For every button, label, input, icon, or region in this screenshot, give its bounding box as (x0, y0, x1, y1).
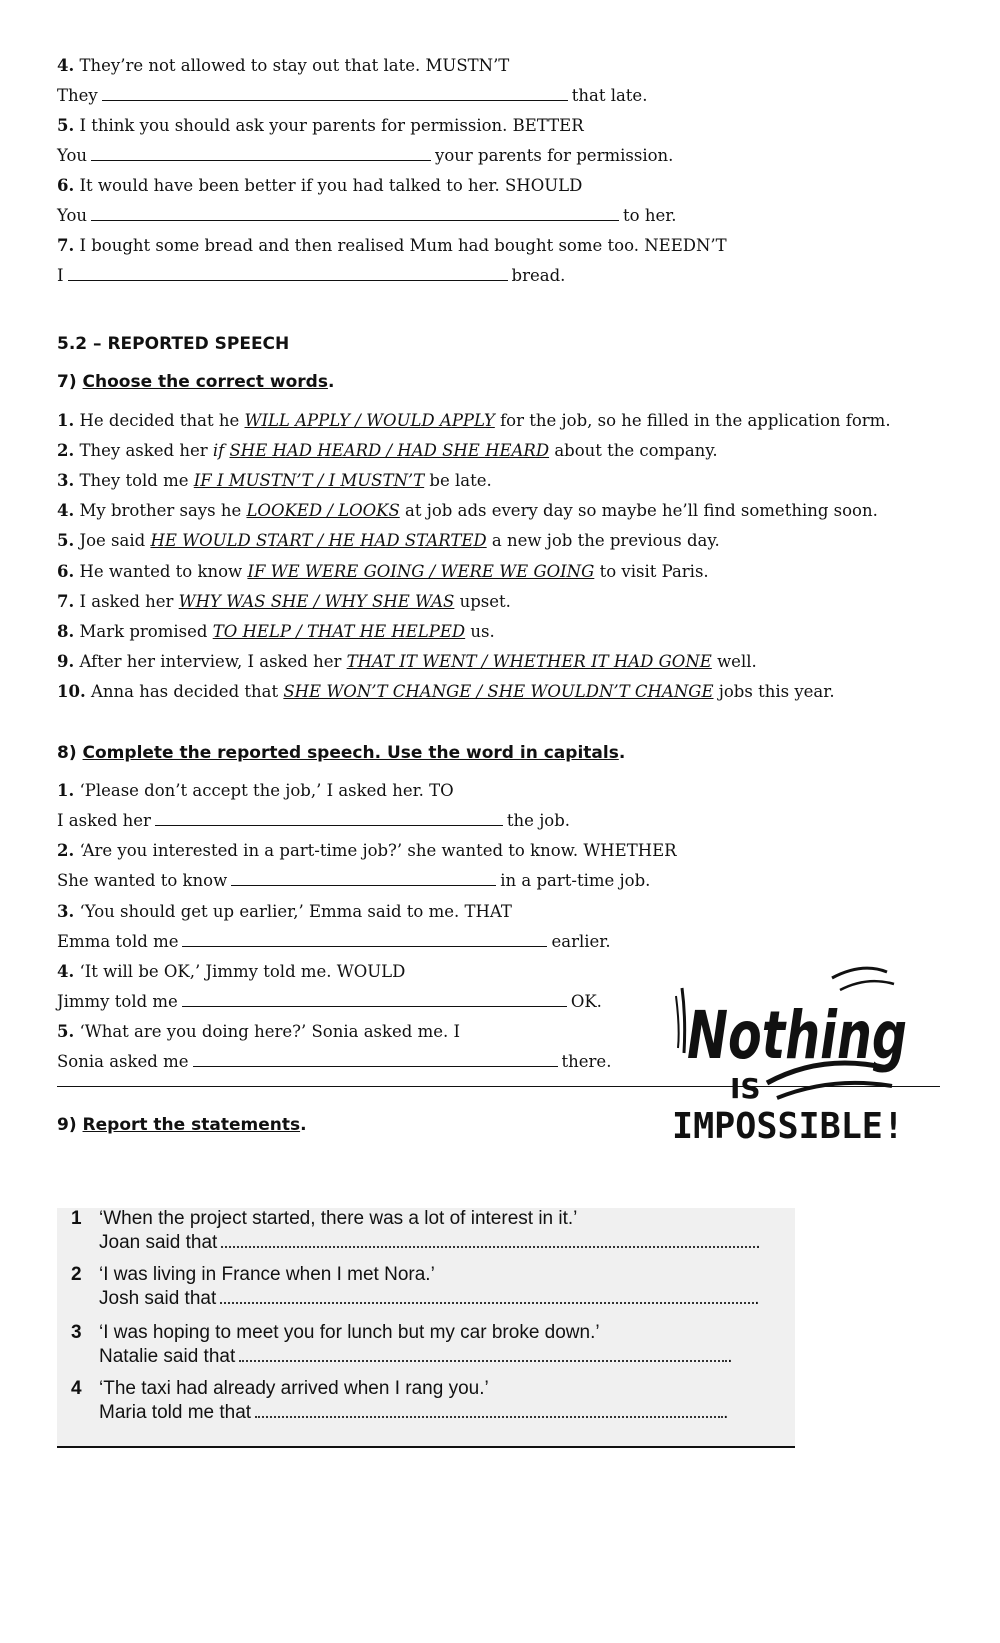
item-number: 3 (71, 1322, 82, 1343)
item-prompt: ‘Please don’t accept the job,’ I asked her. TO (79, 781, 454, 800)
item-post: at job ads every day so maybe he’ll find something soon. (405, 501, 878, 520)
answer-start: You (57, 206, 88, 225)
item-prompt: It would have been better if you had talked to her. SHOULD (79, 176, 583, 195)
ex7-item (57, 531, 720, 550)
answer-blank[interactable] (102, 86, 568, 101)
answer-blank[interactable] (193, 1052, 558, 1067)
answer-start: Jimmy told me (57, 992, 178, 1011)
answer-start: Emma told me (57, 932, 179, 951)
answer-end: there. (561, 1052, 612, 1071)
ex6-answer-7 (57, 266, 565, 285)
item-number: 10. (57, 682, 86, 701)
item-post: to visit Paris. (599, 562, 709, 581)
bottom-rule (57, 1446, 795, 1448)
item-post: be late. (429, 471, 492, 490)
answer-start: I asked her (57, 811, 151, 830)
exercise-number: 7) (57, 372, 77, 392)
item-number: 4. (57, 56, 75, 75)
item-pre: They asked her (79, 441, 208, 460)
section-title: 5.2 – REPORTED SPEECH (57, 334, 290, 354)
item-number: 4 (71, 1378, 82, 1399)
item-number: 3. (57, 471, 75, 490)
item-prompt: ‘Are you interested in a part-time job?’ she wanted to know. WHETHER (79, 841, 677, 860)
answer-end: OK. (570, 992, 602, 1011)
item-post: well. (717, 652, 757, 671)
answer-dotted-line[interactable] (220, 1288, 754, 1304)
ex8-item (57, 781, 454, 800)
quote-text: ‘I was living in France when I met Nora.’ (99, 1264, 435, 1285)
item-number: 2. (57, 841, 75, 860)
item-post: jobs this year. (718, 682, 835, 701)
logo-word-is: IS (730, 1072, 761, 1105)
item-post: upset. (459, 592, 511, 611)
ex7-heading: 7) Choose the correct words. (57, 372, 335, 392)
ex7-item (57, 562, 709, 581)
exercise-title: Choose the correct words (82, 372, 328, 392)
item-number: 5. (57, 1022, 75, 1041)
answer-end: earlier. (551, 932, 611, 951)
ex6-item-6 (57, 176, 582, 195)
item-pre: Mark promised (79, 622, 208, 641)
ex7-item (57, 622, 495, 641)
item-prompt: They’re not allowed to stay out that late. MUSTN’T (79, 56, 510, 75)
option-choice[interactable]: SHE WON’T CHANGE / SHE WOULDN’T CHANGE (283, 682, 714, 701)
ex8-item (57, 1022, 460, 1041)
logo-graphic (672, 958, 922, 1147)
statement-quote (71, 1322, 600, 1344)
ex8-answer (57, 932, 611, 951)
item-pre: My brother says he (79, 501, 242, 520)
answer-blank[interactable] (231, 871, 496, 886)
ex7-item (57, 471, 492, 490)
ex8-answer (57, 871, 650, 890)
statement-answer: Josh said that . (99, 1288, 760, 1309)
option-choice[interactable]: THAT IT WENT / WHETHER IT HAD GONE (346, 652, 712, 671)
ex8-answer (57, 811, 570, 830)
ex8-item (57, 962, 405, 981)
item-number: 2 (71, 1264, 82, 1285)
ex6-answer-6 (57, 206, 677, 225)
answer-start: You (57, 146, 88, 165)
ex8-item (57, 902, 512, 921)
item-number: 8. (57, 622, 75, 641)
answer-blank[interactable] (182, 992, 567, 1007)
item-prompt: ‘What are you doing here?’ Sonia asked me. I (79, 1022, 460, 1041)
item-number: 4. (57, 962, 75, 981)
option-choice[interactable]: WHY WAS SHE / WHY SHE WAS (178, 592, 455, 611)
exercise-title: Complete the reported speech. Use the word in capitals (82, 743, 619, 763)
item-number: 1. (57, 781, 75, 800)
item-prompt: I bought some bread and then realised Mum had bought some too. NEEDN’T (79, 236, 727, 255)
quote-text: ‘When the project started, there was a lot of interest in it.’ (99, 1208, 578, 1229)
item-prompt: ‘You should get up earlier,’ Emma said to me. THAT (79, 902, 512, 921)
ex7-item (57, 441, 718, 460)
report-statements-scan (57, 1208, 795, 1446)
item-number: 4. (57, 501, 75, 520)
option-choice[interactable]: IF WE WERE GOING / WERE WE GOING (247, 562, 595, 581)
ex7-item (57, 592, 511, 611)
answer-start: Joan said that (99, 1232, 218, 1253)
ex8-answer (57, 992, 602, 1011)
logo-word-impossible: IMPOSSIBLE! (672, 1106, 904, 1147)
ex7-item (57, 682, 835, 701)
item-post: a new job the previous day. (491, 531, 720, 550)
statement-answer: Natalie said that . (99, 1346, 733, 1367)
answer-end: the job. (506, 811, 571, 830)
option-choice[interactable]: SHE HAD HEARD / HAD SHE HEARD (229, 441, 550, 460)
quote-text: ‘The taxi had already arrived when I rang you.’ (99, 1378, 489, 1399)
item-number: 1. (57, 411, 75, 430)
item-pre: He wanted to know (79, 562, 243, 581)
ex8-heading: 8) Complete the reported speech. Use the word in capitals. (57, 743, 626, 763)
ex7-item (57, 501, 878, 520)
exercise-number: 9) (57, 1115, 77, 1135)
item-prompt: I think you should ask your parents for permission. BETTER (79, 116, 584, 135)
item-number: 2. (57, 441, 75, 460)
item-pre: Anna has decided that (90, 682, 279, 701)
statement-answer: Joan said that . (99, 1232, 761, 1253)
option-choice[interactable]: LOOKED / LOOKS (246, 501, 400, 520)
exercise-title: Report the statements (82, 1115, 301, 1135)
answer-dotted-line[interactable] (239, 1346, 727, 1362)
quote-text: ‘I was hoping to meet you for lunch but my car broke down.’ (99, 1322, 600, 1343)
option-choice[interactable]: WILL APPLY / WOULD APPLY (244, 411, 495, 430)
answer-start: Natalie said that (99, 1346, 236, 1367)
item-number: 5. (57, 116, 75, 135)
ex6-answer-4 (57, 86, 647, 105)
item-number: 9. (57, 652, 75, 671)
answer-start: Maria told me that (99, 1402, 252, 1423)
answer-blank[interactable] (91, 206, 619, 221)
exercise-number: 8) (57, 743, 77, 763)
answer-dotted-line[interactable] (255, 1402, 723, 1418)
answer-end: to her. (623, 206, 677, 225)
statement-answer: Maria told me that . (99, 1402, 729, 1423)
statement-quote (71, 1208, 577, 1230)
answer-end: your parents for permission. (435, 146, 674, 165)
item-post: about the company. (554, 441, 718, 460)
option-choice[interactable]: IF I MUSTN’T / I MUSTN’T (193, 471, 425, 490)
answer-blank[interactable] (91, 146, 431, 161)
answer-start: Josh said that (99, 1288, 217, 1309)
item-number: 7. (57, 236, 75, 255)
answer-end: in a part-time job. (500, 871, 651, 890)
ex6-item-4 (57, 56, 509, 75)
ex7-item (57, 411, 891, 430)
answer-end: bread. (511, 266, 566, 285)
statement-quote (71, 1264, 435, 1286)
answer-blank[interactable] (182, 932, 547, 947)
answer-start: Sonia asked me (57, 1052, 189, 1071)
option-choice[interactable]: TO HELP / THAT HE HELPED (212, 622, 466, 641)
item-pre: After her interview, I asked her (79, 652, 342, 671)
statement-quote (71, 1378, 489, 1400)
option-choice[interactable]: HE WOULD START / HE HAD STARTED (150, 531, 487, 550)
item-pre: He decided that he (79, 411, 240, 430)
item-prompt: ‘It will be OK,’ Jimmy told me. WOULD (79, 962, 406, 981)
answer-dotted-line[interactable] (221, 1232, 755, 1248)
nothing-is-impossible-logo (672, 958, 922, 1147)
answer-start: She wanted to know (57, 871, 228, 890)
item-post: us. (470, 622, 495, 641)
item-number: 3. (57, 902, 75, 921)
ex6-item-5 (57, 116, 584, 135)
item-pre: I asked her (79, 592, 174, 611)
answer-start: They (57, 86, 98, 105)
answer-blank[interactable] (155, 811, 503, 826)
ex7-item (57, 652, 757, 671)
answer-blank[interactable] (68, 266, 508, 281)
answer-end: that late. (571, 86, 648, 105)
ex6-item-7 (57, 236, 727, 255)
item-pre: They told me (79, 471, 189, 490)
ex8-item (57, 841, 677, 860)
item-pre-italic: if (212, 441, 225, 460)
item-number: 1 (71, 1208, 82, 1229)
item-number: 6. (57, 176, 75, 195)
item-number: 6. (57, 562, 75, 581)
item-pre: Joe said (79, 531, 146, 550)
logo-word-nothing: Nothing (687, 997, 907, 1074)
item-number: 7. (57, 592, 75, 611)
item-post: for the job, so he filled in the application form. (500, 411, 891, 430)
answer-start: I (57, 266, 64, 285)
ex8-answer (57, 1052, 611, 1071)
ex6-answer-5 (57, 146, 673, 165)
item-number: 5. (57, 531, 75, 550)
ex9-heading: 9) Report the statements. (57, 1115, 307, 1135)
